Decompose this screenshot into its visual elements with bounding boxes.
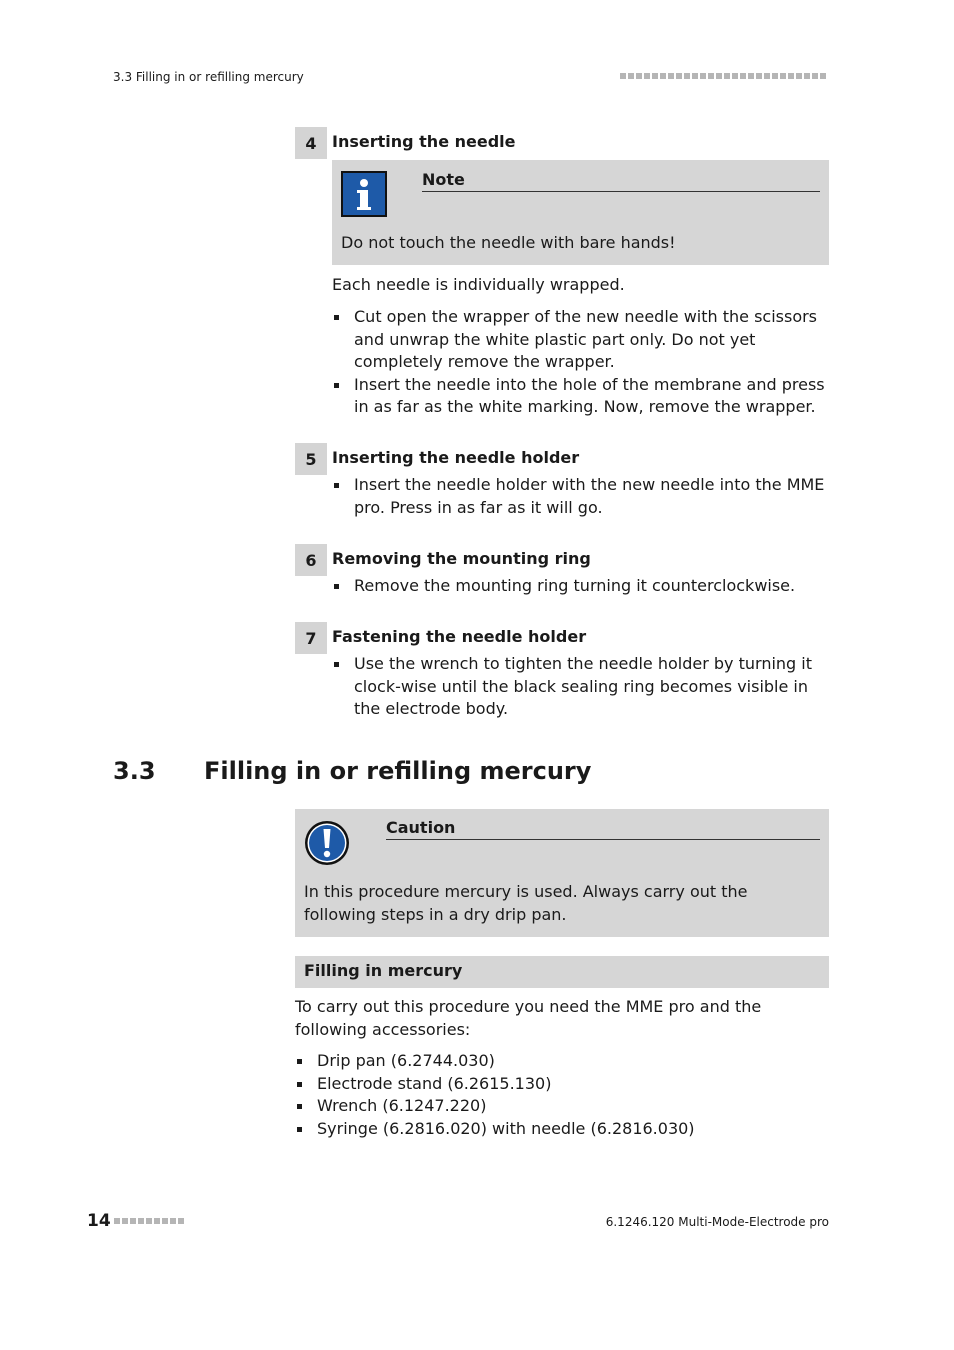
list-item: Insert the needle holder with the new needle into the MME pro. Press in as far as it will go.: [332, 474, 829, 519]
note-title: Note: [422, 170, 820, 192]
exclamation-icon: [304, 820, 350, 866]
list-item: Wrench (6.1247.220): [295, 1095, 829, 1118]
step-number: 7: [295, 622, 327, 654]
step-title: Fastening the needle holder: [332, 627, 587, 646]
caution-text: In this procedure mercury is used. Always carry out the following steps in a dry drip pan.: [304, 882, 748, 924]
accessories-list: [295, 1050, 829, 1140]
list-item: Insert the needle into the hole of the membrane and press in as far as the white marking. Now, remove the wrapper.: [332, 374, 829, 419]
step6-bullet-list: [332, 575, 829, 598]
section-title: Filling in or refilling mercury: [204, 757, 592, 785]
step4-bullet-list: [332, 306, 829, 419]
step5-bullet-list: [332, 474, 829, 519]
list-item: Drip pan (6.2744.030): [295, 1050, 829, 1073]
step-title: Removing the mounting ring: [332, 549, 591, 568]
document-title: 6.1246.120 Multi-Mode-Electrode pro: [605, 1215, 829, 1229]
step7-bullet-list: [332, 653, 829, 721]
list-item: Electrode stand (6.2615.130): [295, 1073, 829, 1096]
caution-title: Caution: [386, 818, 820, 840]
section-number: 3.3: [113, 757, 156, 785]
step-title: Inserting the needle holder: [332, 448, 580, 467]
running-header: 3.3 Filling in or refilling mercury: [113, 70, 304, 84]
step-title: Inserting the needle: [332, 132, 516, 151]
list-item: Syringe (6.2816.020) with needle (6.2816.030): [295, 1118, 829, 1141]
info-icon: [341, 171, 387, 217]
header-dots-decoration: [620, 73, 826, 79]
page-number: 14: [87, 1211, 111, 1231]
subsection-title: Filling in mercury: [304, 961, 463, 980]
step-number: 5: [295, 443, 327, 475]
list-item: Use the wrench to tighten the needle holder by turning it clock-wise until the black sealing ring becomes visible in the electrode body.: [332, 653, 829, 721]
footer-dots-decoration: [114, 1218, 184, 1224]
list-item: Cut open the wrapper of the new needle with the scissors and unwrap the white plastic part only. Do not yet completely remove the wrapper.: [332, 306, 829, 374]
step-number: 4: [295, 127, 327, 159]
step-number: 6: [295, 544, 327, 576]
list-item: Remove the mounting ring turning it counterclockwise.: [332, 575, 829, 598]
filling-intro: To carry out this procedure you need the MME pro and the following accessories:: [295, 997, 762, 1039]
note-text: Do not touch the needle with bare hands!: [341, 233, 676, 252]
step4-intro: Each needle is individually wrapped.: [332, 275, 625, 294]
